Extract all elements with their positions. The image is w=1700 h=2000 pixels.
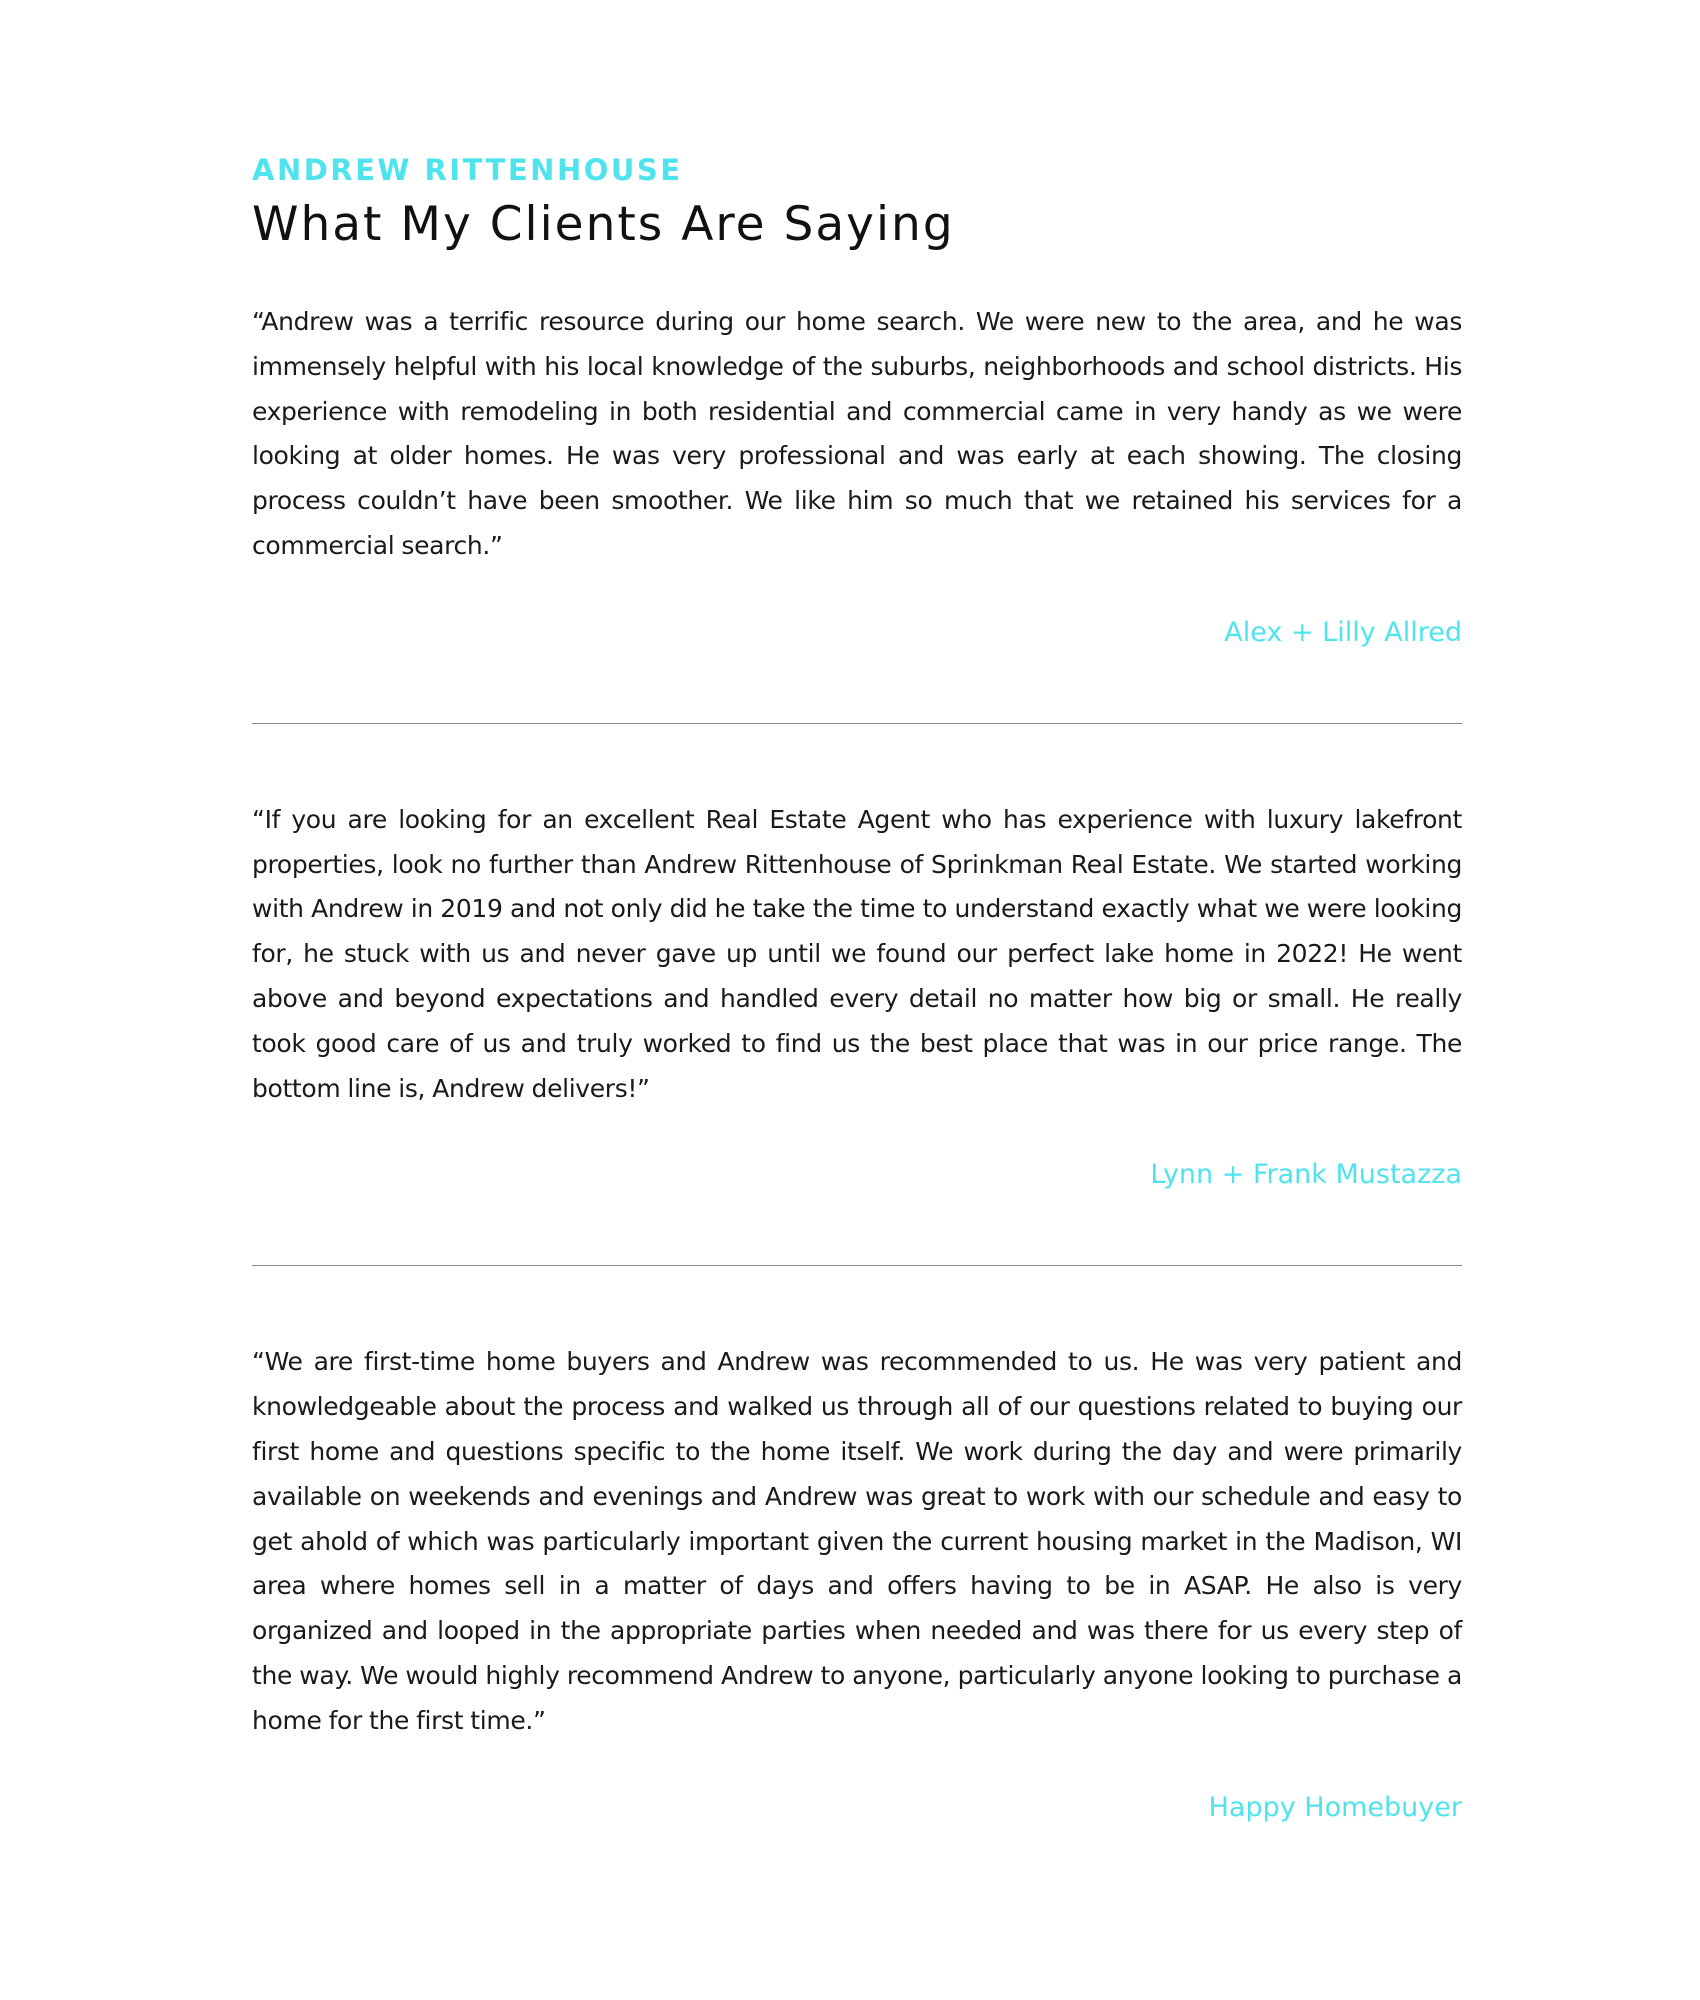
testimonial-author: Alex + Lilly Allred [1224, 616, 1462, 648]
testimonial [252, 300, 1462, 653]
testimonial [252, 1340, 1462, 1827]
testimonial-quote: “If you are looking for an excellent Real Estate Agent who has experience with luxury lakefront properties, look no further than Andrew Rittenhouse of Sprinkman Real Estate. We started working with Andrew in 2019 and not only did he take the time to understand exactly what we were looking for, he stuck with us and never gave up until we found our perfect lake home in 2022! He went above and beyond expectations and handled every detail no matter how big or small. He really took good care of us and truly worked to find us the best place that was in our price range. The bottom line is, Andrew delivers!” [252, 804, 1462, 1103]
page-title: What My Clients Are Saying [252, 197, 955, 252]
testimonial-author: Happy Homebuyer [1208, 1791, 1462, 1823]
testimonial-quote: “Andrew was a terrific resource during our home search. We were new to the area, and he was immensely helpful with his local knowledge of the suburbs, neighborhoods and school districts. His experience with remodeling in both residential and commercial came in very handy as we were looking at older homes. He was very professional and was early at each showing. The closing process couldn’t have been smoother. We like him so much that we retained his services for a commercial search.” [252, 307, 1462, 560]
divider [252, 723, 1462, 724]
testimonial [252, 798, 1462, 1196]
testimonial-author: Lynn + Frank Mustazza [1150, 1159, 1462, 1191]
testimonials-page [252, 150, 1462, 1828]
testimonial-quote: “We are first-time home buyers and Andrew was recommended to us. He was very patient and knowledgeable about the process and walked us through all of our questions related to buying our first home and questions specific to the home itself. We work during the day and were primarily available on weekends and evenings and Andrew was great to work with our schedule and easy to get ahold of which was particularly important given the current housing market in the Madison, WI area where homes sell in a matter of days and offers having to be in ASAP. He also is very organized and looped in the appropriate parties when needed and was there for us every step of the way. We would highly recommend Andrew to anyone, particularly anyone looking to purchase a home for the first time.” [252, 1347, 1462, 1735]
agent-name: ANDREW RITTENHOUSE [252, 153, 683, 187]
divider [252, 1265, 1462, 1266]
